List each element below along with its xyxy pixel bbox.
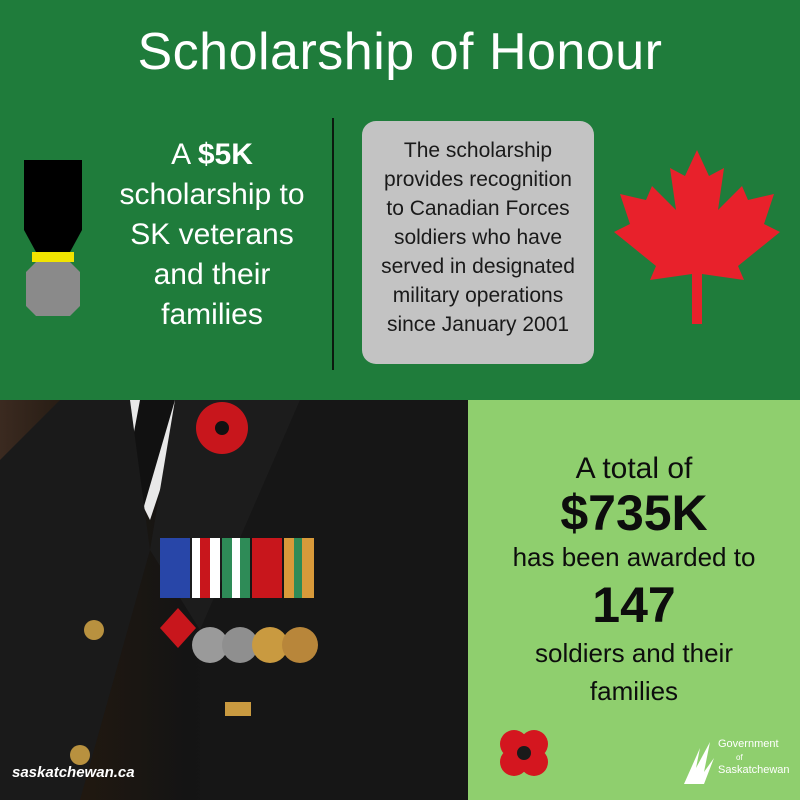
stats-middle: has been awarded to bbox=[512, 542, 756, 572]
gov-line-3: Saskatchewan bbox=[718, 764, 790, 776]
website-link[interactable]: saskatchewan.ca bbox=[12, 764, 135, 781]
government-logo-text bbox=[718, 738, 790, 777]
uniform-medals-photo bbox=[0, 400, 468, 800]
info-line: provides recognition bbox=[384, 168, 572, 191]
uniform-illustration bbox=[0, 400, 468, 800]
info-line: served in designated bbox=[381, 255, 575, 278]
stats-outro-line-2: families bbox=[589, 676, 679, 706]
info-line: soldiers who have bbox=[393, 226, 563, 249]
stats-intro: A total of bbox=[575, 452, 693, 485]
left-line-4: and their bbox=[153, 258, 271, 291]
total-awarded: $735K bbox=[560, 485, 708, 541]
left-line-3: SK veterans bbox=[130, 218, 294, 251]
amount-prefix: A bbox=[171, 138, 198, 171]
poppy-icon bbox=[496, 724, 552, 780]
vertical-divider bbox=[332, 118, 334, 370]
page-title: Scholarship of Honour bbox=[137, 23, 663, 81]
stats-outro bbox=[468, 634, 800, 710]
info-line: The scholarship bbox=[403, 139, 553, 162]
recipient-count: 147 bbox=[592, 577, 676, 633]
info-line: military operations bbox=[392, 284, 564, 307]
gov-line-2: of bbox=[736, 753, 743, 762]
left-line-5: families bbox=[161, 298, 263, 331]
maple-leaf-icon bbox=[612, 148, 782, 328]
gov-line-1: Government bbox=[718, 738, 779, 750]
medal-icon bbox=[24, 160, 82, 320]
scholarship-amount-text bbox=[96, 135, 328, 335]
info-line: since January 2001 bbox=[386, 313, 570, 336]
stats-outro-line-1: soldiers and their bbox=[535, 638, 733, 668]
info-line: to Canadian Forces bbox=[386, 197, 570, 220]
left-line-2: scholarship to bbox=[119, 178, 305, 211]
scholarship-amount: $5K bbox=[197, 138, 253, 171]
info-box bbox=[362, 121, 594, 364]
